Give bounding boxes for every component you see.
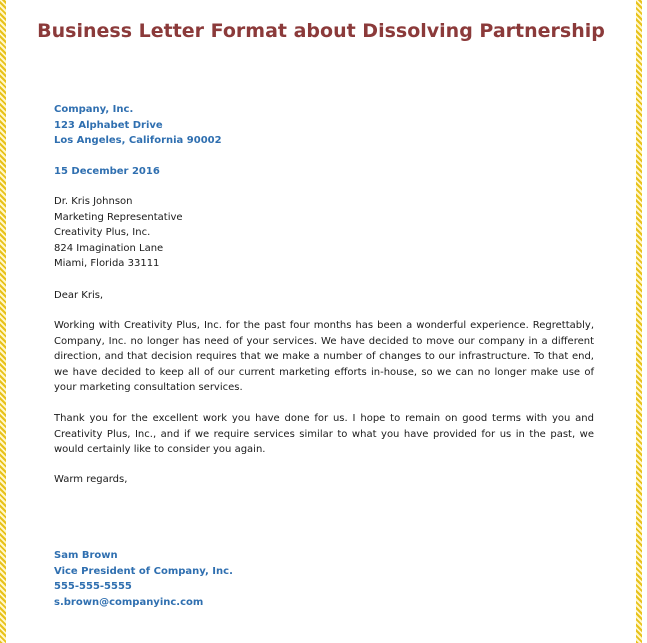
signature-phone: 555-555-5555 [54, 581, 132, 592]
recipient-name: Dr. Kris Johnson [54, 196, 133, 207]
letter-page [6, 0, 636, 643]
signature-block [54, 548, 233, 610]
recipient-address-block [54, 194, 183, 272]
signature-name: Sam Brown [54, 550, 118, 561]
salutation [54, 288, 103, 304]
signature-title: Vice President of Company, Inc. [54, 565, 233, 577]
sender-city: Los Angeles, California 90002 [54, 135, 222, 146]
sender-address-block [54, 102, 222, 149]
body-paragraph-1: Working with Creativity Plus, Inc. for the past four months has been a wonderful experience. Regrettably, Company, Inc. no longer has need of your services. We have decided to move our company in a different direction, and that decision requires that we make a number of changes to our infrastructure. To that end, we have decided to keep all of our current marketing efforts in-house, so we can no longer make use of your marketing consultation services. [54, 320, 594, 393]
sender-company: Company, Inc. [54, 104, 134, 115]
recipient-title: Marketing Representative [54, 211, 183, 223]
closing-text: Warm regards, [54, 474, 128, 485]
date-text: 15 December 2016 [54, 166, 160, 177]
recipient-company: Creativity Plus, Inc. [54, 227, 151, 238]
sender-street: 123 Alphabet Drive [54, 119, 163, 131]
letter-date [54, 164, 160, 180]
body-paragraph-2: Thank you for the excellent work you have done for us. I hope to remain on good terms with you and Creativity Plus, Inc., and if we require services similar to what you have provided for us in the past, we would certainly like to consider you again. [54, 413, 594, 455]
closing [54, 472, 127, 488]
salutation-text: Dear Kris, [54, 290, 104, 301]
signature-email: s.brown@companyinc.com [54, 596, 204, 608]
recipient-street: 824 Imagination Lane [54, 242, 164, 254]
recipient-city: Miami, Florida 33111 [54, 258, 160, 269]
document-title: Business Letter Format about Dissolving Partnership [37, 20, 605, 42]
decorative-border-right [636, 0, 642, 643]
